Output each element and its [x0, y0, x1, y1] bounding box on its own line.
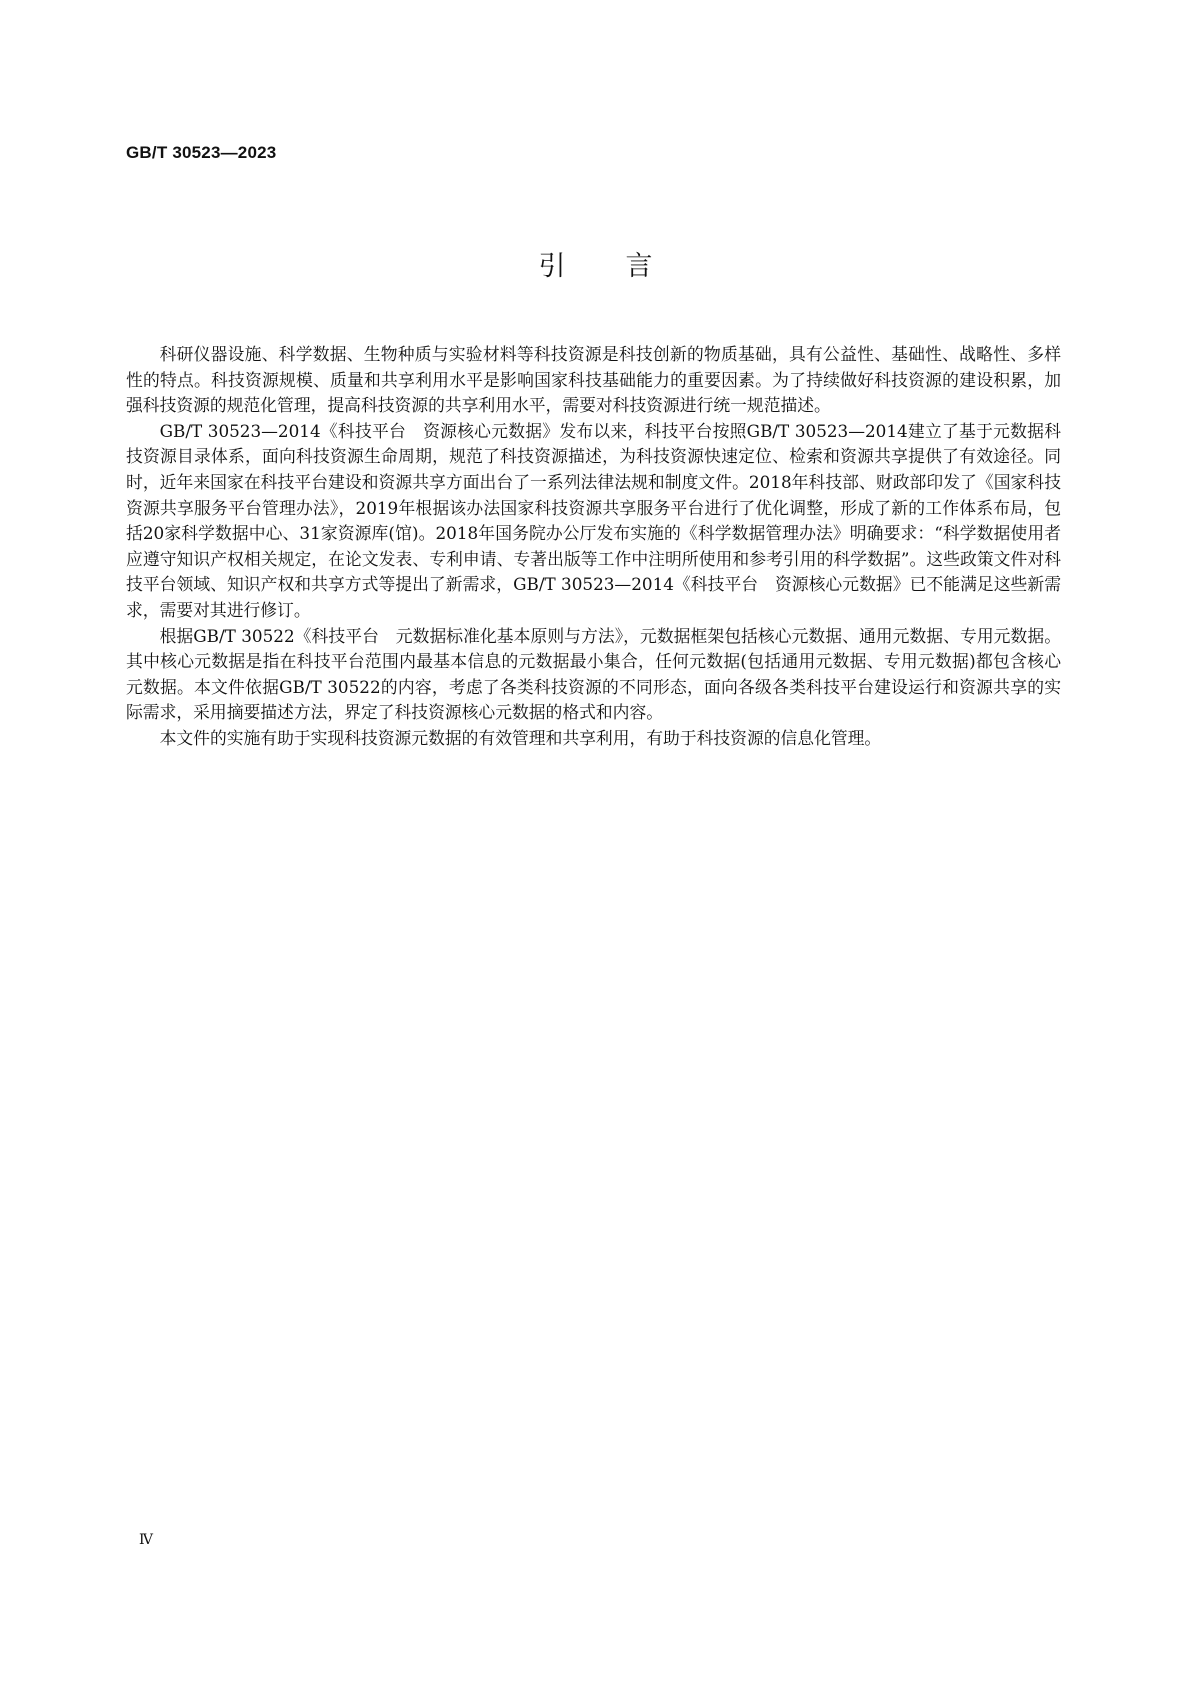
section-title: 引言: [538, 251, 713, 282]
page-number: Ⅳ: [139, 1532, 153, 1548]
paragraph-3: 根据GB/T 30522《科技平台 元数据标准化基本原则与方法》，元数据框架包括核心元数据、通用元数据、专用元数据。其中核心元数据是指在科技平台范围内最基本信息的元数据最小集合，任何元数据(包括通用元数据、专用元数据)都包含核心元数据。本文件依据GB/T 30522的内容，考虑了各类科技资源的不同形态，面向各级各类科技平台建设运行和资源共享的实际需求，采用摘要描述方法，界定了科技资源核心元数据的格式和内容。: [126, 625, 1061, 723]
paragraph-1: 科研仪器设施、科学数据、生物种质与实验材料等科技资源是科技创新的物质基础，具有公益性、基础性、战略性、多样性的特点。科技资源规模、质量和共享利用水平是影响国家科技基础能力的重要因素。为了持续做好科技资源的建设积累，加强科技资源的规范化管理，提高科技资源的共享利用水平，需要对科技资源进行统一规范描述。: [126, 344, 1061, 416]
document-number: GB/T 30523—2023: [126, 143, 277, 162]
paragraph-2: GB/T 30523—2014《科技平台 资源核心元数据》发布以来，科技平台按照GB/T 30523—2014建立了基于元数据科技资源目录体系，面向科技资源生命周期，规范了科技资源描述，为科技资源快速定位、检索和资源共享提供了有效途径。同时，近年来国家在科技平台建设和资源共享方面出台了一系列法律法规和制度文件。2018年科技部、财政部印发了《国家科技资源共享服务平台管理办法》，2019年根据该办法国家科技资源共享服务平台进行了优化调整，形成了新的工作体系布局，包括20家科学数据中心、31家资源库(馆)。2018年国务院办公厅发布实施的《科学数据管理办法》明确要求：“科学数据使用者应遵守知识产权相关规定，在论文发表、专利申请、专著出版等工作中注明所使用和参考引用的科学数据”。这些政策文件对科技平台领域、知识产权和共享方式等提出了新需求，GB/T 30523—2014《科技平台 资源核心元数据》已不能满足这些新需求，需要对其进行修订。: [126, 420, 1061, 620]
body-text: [126, 342, 1061, 752]
paragraph-4: 本文件的实施有助于实现科技资源元数据的有效管理和共享利用，有助于科技资源的信息化管理。: [159, 727, 882, 748]
